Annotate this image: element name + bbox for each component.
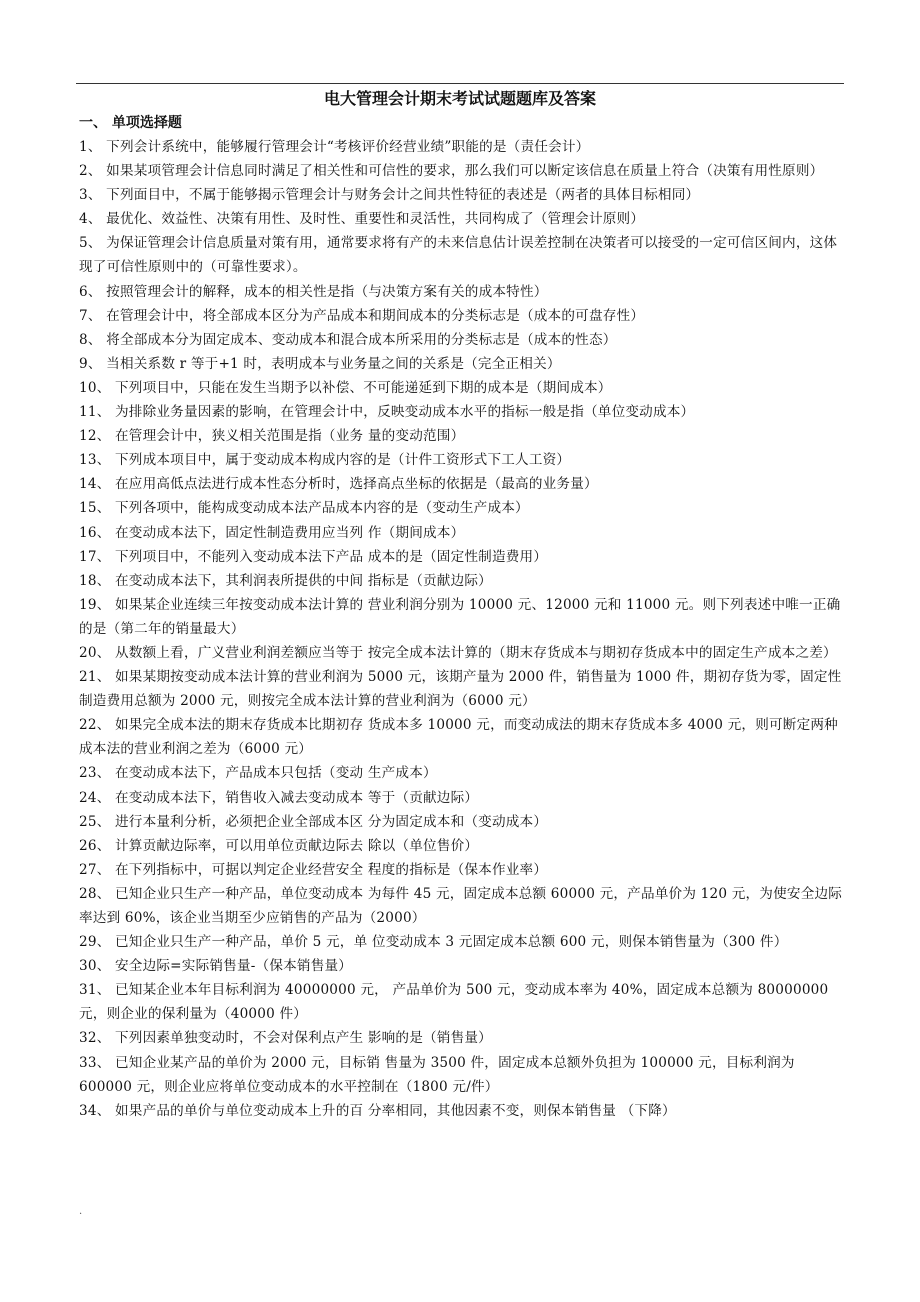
question-item: 30、 安全边际=实际销售量-（保本销售量） bbox=[79, 958, 353, 975]
question-item: 7、 在管理会计中，将全部成本区分为产品成本和期间成本的分类标志是（成本的可盘存性） bbox=[79, 307, 645, 324]
question-item: 23、 在变动成本法下，产品成本只包括（变动 生产成本） bbox=[79, 765, 437, 782]
question-item: 14、 在应用高低点法进行成本性态分析时，选择高点坐标的依据是（最高的业务量） bbox=[79, 476, 598, 493]
question-item: 21、 如果某期按变动成本法计算的营业利润为 5000 元，该期产量为 2000 件，销售量为 1000 件，期初存货为零，固定性制造费用总额为 2000 元，则按完全成本法计算的营业利润为（6000 元） bbox=[79, 669, 842, 710]
question-item: 15、 下列各项中，能构成变动成本法产品成本内容的是（变动生产成本） bbox=[79, 500, 529, 517]
question-item: 19、 如果某企业连续三年按变动成本法计算的 营业利润分别为 10000 元、12000 元和 11000 元。则下列表述中唯一正确的是（第二年的销量最大） bbox=[79, 596, 841, 637]
footer-mark: . bbox=[79, 1206, 83, 1217]
question-item: 17、 下列项目中，不能列入变动成本法下产品 成本的是（固定性制造费用） bbox=[79, 548, 548, 565]
header-rule bbox=[76, 83, 844, 84]
question-item: 22、 如果完全成本法的期末存货成本比期初存 货成本多 10000 元，而变动成法的期末存货成本多 4000 元，则可断定两种成本法的营业利润之差为（6000 元） bbox=[79, 717, 838, 758]
question-item: 1、 下列会计系统中，能够履行管理会计“考核评价经营业绩”职能的是（责任会计） bbox=[79, 139, 590, 155]
question-item: 6、 按照管理会计的解释，成本的相关性是指（与决策方案有关的成本特性） bbox=[79, 283, 548, 300]
question-item: 27、 在下列指标中，可据以判定企业经营安全 程度的指标是（保本作业率） bbox=[79, 861, 548, 878]
question-item: 33、 已知企业某产品的单价为 2000 元，目标销 售量为 3500 件，固定成本总额外负担为 100000 元，目标利润为 600000 元，则企业应将单位变动成本的水平控制在（1800 元/件） bbox=[79, 1054, 795, 1095]
question-item: 11、 为排除业务量因素的影响，在管理会计中，反映变动成本水平的指标一般是指（单位变动成本） bbox=[79, 404, 695, 421]
question-item: 5、 为保证管理会计信息质量对策有用，通常要求将有产的未来信息估计误差控制在决策者可以接受的一定可信区间内，这体现了可信性原则中的（可靠性要求）。 bbox=[79, 235, 838, 276]
question-item: 4、 最优化、效益性、决策有用性、及时性、重要性和灵活性，共同构成了（管理会计原则） bbox=[79, 211, 645, 228]
question-item: 34、 如果产品的单价与单位变动成本上升的百 分率相同，其他因素不变，则保本销售量 （下降） bbox=[79, 1102, 676, 1119]
question-item: 25、 进行本量利分析，必须把企业全部成本区 分为固定成本和（变动成本） bbox=[79, 813, 548, 830]
question-item: 16、 在变动成本法下，固定性制造费用应当列 作（期间成本） bbox=[79, 524, 465, 541]
question-item: 8、 将全部成本分为固定成本、变动成本和混合成本所采用的分类标志是（成本的性态） bbox=[79, 331, 617, 348]
question-item: 28、 已知企业只生产一种产品，单位变动成本 为每件 45 元，固定成本总额 60000 元，产品单价为 120 元，为使安全边际率达到 60%，该企业当期至少应销售的产品为（2000） bbox=[79, 885, 843, 926]
question-item: 31、 已知某企业本年目标利润为 40000000 元， 产品单价为 500 元，变动成本率为 40%，固定成本总额为 80000000 元，则企业的保利量为（40000 件） bbox=[79, 982, 829, 1023]
section-heading: 一、 单项选择题 bbox=[79, 115, 182, 131]
question-item: 2、 如果某项管理会计信息同时满足了相关性和可信性的要求，那么我们可以断定该信息在质量上符合（决策有用性原则） bbox=[79, 163, 824, 180]
question-item: 26、 计算贡献边际率，可以用单位贡献边际去 除以（单位售价） bbox=[79, 837, 479, 854]
question-list bbox=[79, 135, 847, 1123]
question-item: 12、 在管理会计中，狭义相关范围是指（业务 量的变动范围） bbox=[79, 428, 465, 445]
question-item: 13、 下列成本项目中，属于变动成本构成内容的是（计件工资形式下工人工资） bbox=[79, 452, 571, 469]
question-item: 29、 已知企业只生产一种产品，单价 5 元，单 位变动成本 3 元固定成本总额 600 元，则保本销售量为（300 件） bbox=[79, 934, 788, 951]
question-item: 10、 下列项目中，只能在发生当期予以补偿、不可能递延到下期的成本是（期间成本） bbox=[79, 379, 612, 396]
question-item: 24、 在变动成本法下，销售收入减去变动成本 等于（贡献边际） bbox=[79, 789, 479, 806]
question-item: 32、 下列因素单独变动时，不会对保利点产生 影响的是（销售量） bbox=[79, 1030, 492, 1047]
question-item: 18、 在变动成本法下，其利润表所提供的中间 指标是（贡献边际） bbox=[79, 572, 492, 589]
question-item: 3、 下列面目中，不属于能够揭示管理会计与财务会计之间共性特征的表述是（两者的具体目标相同） bbox=[79, 187, 700, 204]
page-title: 电大管理会计期末考试试题题库及答案 bbox=[323, 89, 596, 108]
question-item: 20、 从数额上看，广义营业利润差额应当等于 按完全成本法计算的（期末存货成本与期初存货成本中的固定生产成本之差） bbox=[79, 644, 837, 661]
question-item: 9、 当相关系数 r 等于+1 时，表明成本与业务量之间的关系是（完全正相关） bbox=[79, 355, 561, 372]
